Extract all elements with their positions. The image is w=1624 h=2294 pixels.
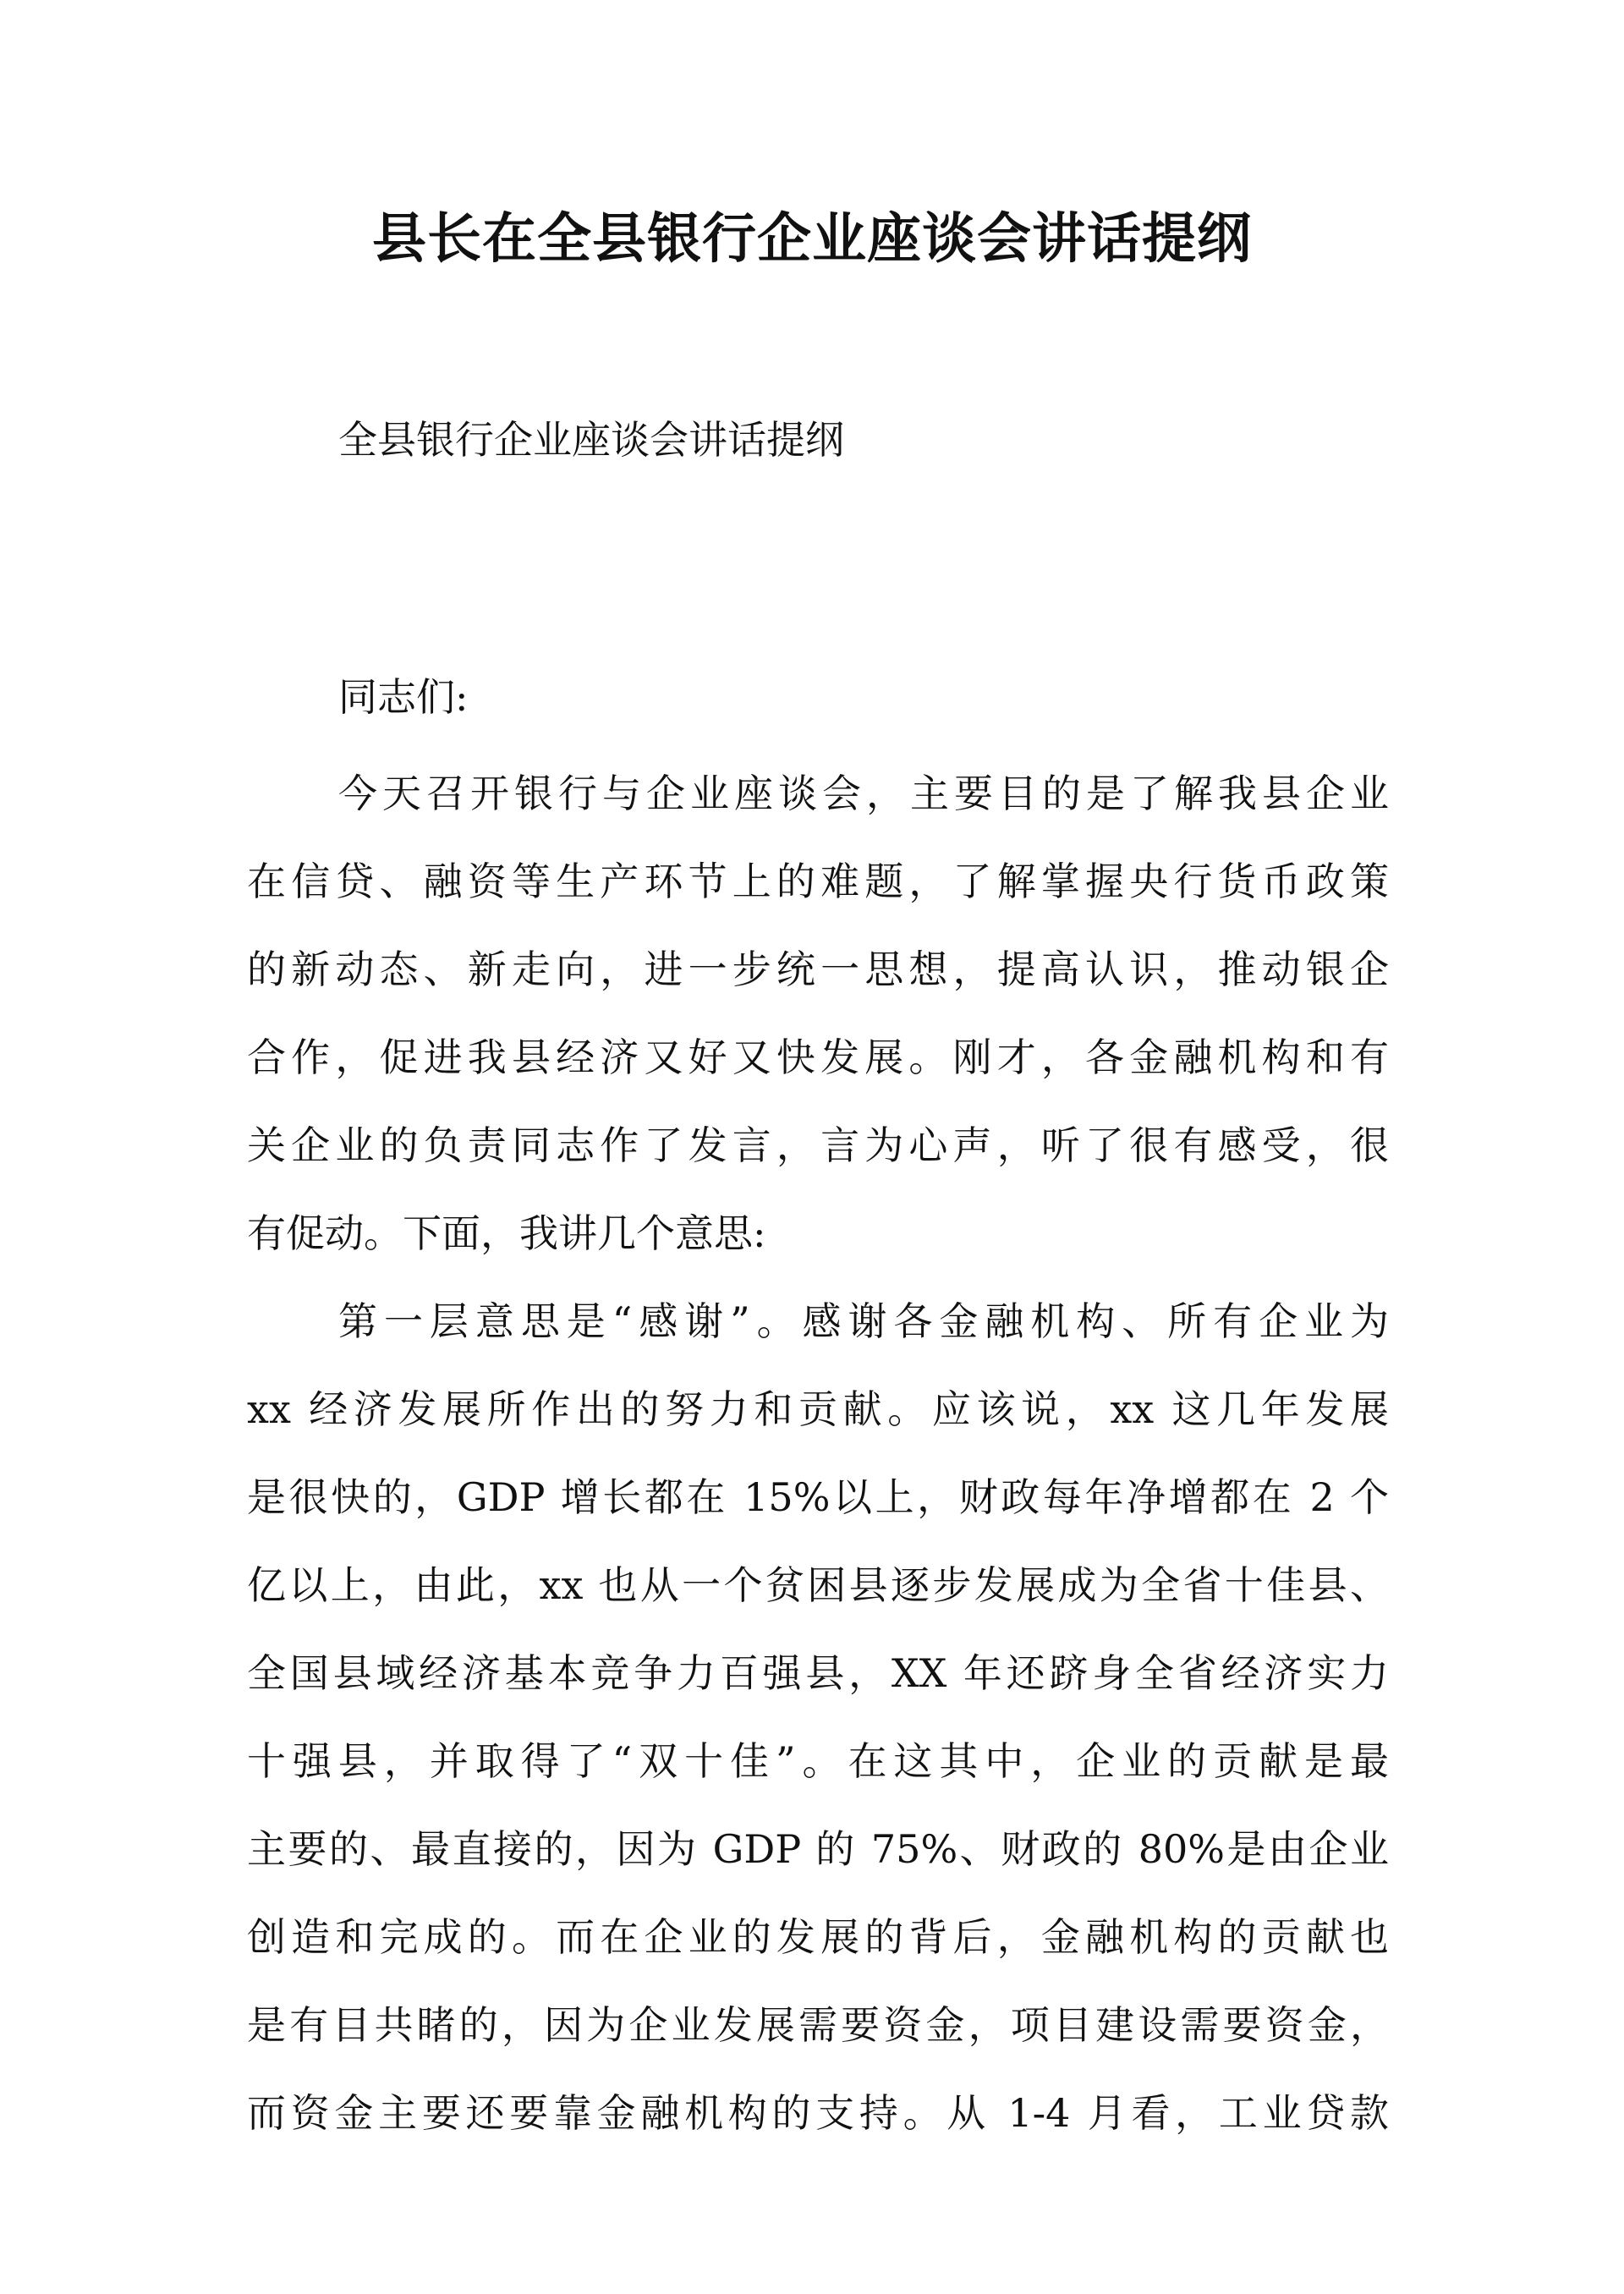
text-line: 十强县，并取得了“双十佳”。在这其中，企业的贡献是最: [247, 1738, 1389, 1784]
salutation: 同志们:: [338, 674, 469, 720]
text-line: 亿以上，由此，xx 也从一个贫困县逐步发展成为全省十佳县、: [247, 1562, 1389, 1608]
text-line: 今天召开银行与企业座谈会，主要目的是了解我县企业: [338, 771, 1389, 816]
text-line: 而资金主要还要靠金融机构的支持。从 1-4 月看，工业贷款: [247, 2090, 1389, 2136]
text-line: 关企业的负责同志作了发言，言为心声，听了很有感受，很: [247, 1122, 1389, 1168]
text-line: 合作，促进我县经济又好又快发展。刚才，各金融机构和有: [247, 1034, 1389, 1080]
text-line: 创造和完成的。而在企业的发展的背后，金融机构的贡献也: [247, 1914, 1389, 1960]
text-line: 是很快的，GDP 增长都在 15%以上，财政每年净增都在 2 个: [247, 1474, 1389, 1520]
text-line: 主要的、最直接的，因为 GDP 的 75%、财政的 80%是由企业: [247, 1826, 1389, 1872]
text-line: 全国县域经济基本竞争力百强县，XX 年还跻身全省经济实力: [247, 1650, 1389, 1696]
text-line: 有促动。下面，我讲几个意思:: [247, 1210, 766, 1256]
text-line: 第一层意思是“感谢”。感谢各金融机构、所有企业为: [338, 1298, 1389, 1344]
text-line: 是有目共睹的，因为企业发展需要资金，项目建设需要资金，: [247, 2002, 1389, 2048]
text-line: 在信贷、融资等生产环节上的难题，了解掌握央行货币政策: [247, 859, 1389, 904]
document-subtitle: 全县银行企业座谈会讲话提纲: [338, 417, 844, 463]
text-line: 的新动态、新走向，进一步统一思想，提高认识，推动银企: [247, 947, 1389, 992]
body-text: [247, 749, 1389, 2157]
document-title: 县长在全县银行企业座谈会讲话提纲: [372, 208, 1252, 271]
text-line: xx 经济发展所作出的努力和贡献。应该说，xx 这几年发展: [247, 1386, 1389, 1432]
